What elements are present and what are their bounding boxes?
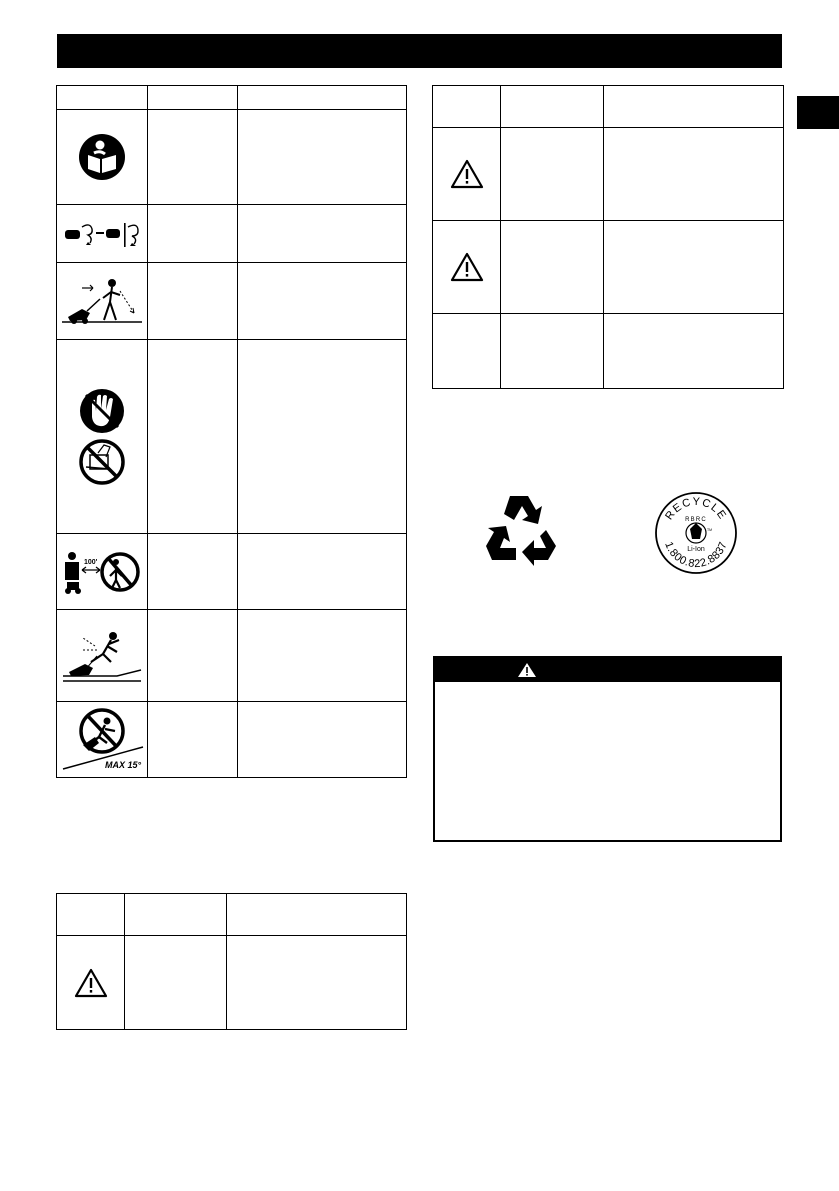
signal-words-table [432, 85, 784, 389]
rbrc-chem-text: Li-Ion [687, 546, 705, 553]
safety-alert-icon [450, 159, 484, 189]
keep-bystanders-away-icon [62, 550, 142, 594]
table-header-row [57, 894, 407, 936]
rbrc-phone-text: 1.800.822.8837 [662, 540, 730, 571]
safety-symbols-table [56, 85, 407, 778]
table-row [57, 110, 407, 205]
table-row [57, 340, 407, 534]
language-side-tab [797, 96, 839, 129]
safety-alert-icon [74, 968, 108, 998]
table-header-row [57, 86, 407, 110]
table-row [57, 610, 407, 702]
warning-box [433, 656, 782, 842]
table-row [57, 936, 407, 1030]
read-manual-icon [78, 133, 126, 181]
table-header-row [433, 86, 784, 128]
slip-hazard-icon [61, 626, 143, 686]
table-row [433, 314, 784, 389]
battery-recharge-icon [62, 219, 142, 249]
section-header-bar [57, 34, 782, 68]
table-row [433, 221, 784, 314]
recycle-icon [484, 490, 562, 568]
warning-header [435, 658, 780, 682]
max-slope-icon [59, 707, 145, 773]
table-row [57, 534, 407, 610]
rbrc-tm-text: TM [707, 528, 713, 532]
keep-hands-feet-away-icon [76, 387, 128, 487]
rbrc-recycle-seal-icon [654, 491, 738, 575]
safety-alert-icon [450, 252, 484, 282]
table-row [57, 205, 407, 263]
table-row [57, 263, 407, 340]
thrown-objects-icon [60, 275, 144, 327]
table-row [57, 702, 407, 778]
slope-label: MAX 15° [105, 759, 142, 770]
warning-icon [517, 662, 537, 678]
rbrc-mid-text: RBRC [685, 517, 707, 523]
distance-label: 100' [84, 558, 98, 566]
rbrc-top-text: RECYCLE [663, 495, 729, 523]
signal-symbol-table [56, 893, 407, 1030]
table-row [433, 128, 784, 221]
